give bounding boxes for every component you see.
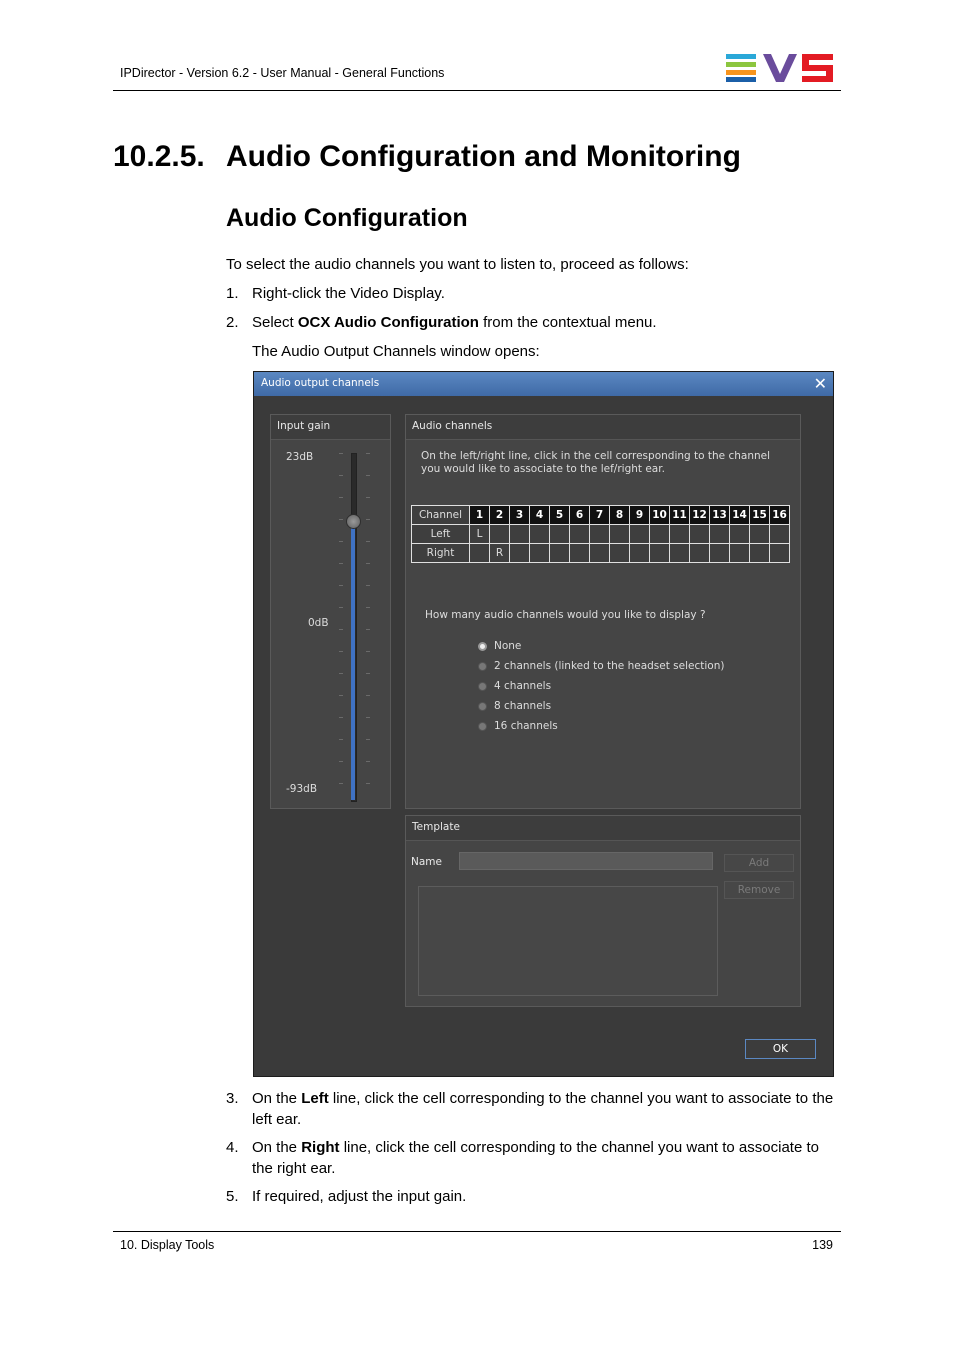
slider-tick (366, 475, 370, 476)
slider-tick (339, 585, 343, 586)
channel-header: 11 (670, 506, 690, 525)
left-cell[interactable] (650, 525, 670, 544)
footer-rule (113, 1231, 841, 1232)
slider-tick (339, 629, 343, 630)
slider-tick (366, 695, 370, 696)
row-label-left: Left (412, 525, 470, 544)
template-name-label: Name (411, 856, 442, 868)
slider-tick (366, 739, 370, 740)
channel-header: 9 (630, 506, 650, 525)
left-cell[interactable] (730, 525, 750, 544)
input-gain-title: Input gain (277, 420, 331, 432)
header-rule (113, 90, 841, 91)
template-list[interactable] (418, 886, 718, 996)
slider-tick (366, 607, 370, 608)
channel-count-question: How many audio channels would you like to display ? (425, 609, 706, 621)
channel-header: 16 (770, 506, 790, 525)
gain-slider-handle[interactable] (346, 514, 361, 529)
slider-tick (339, 739, 343, 740)
slider-tick (339, 761, 343, 762)
left-cell[interactable] (770, 525, 790, 544)
left-cell[interactable]: L (470, 525, 490, 544)
slider-tick (366, 563, 370, 564)
slider-tick (366, 651, 370, 652)
step-5: 5. If required, adjust the input gain. (226, 1188, 467, 1205)
right-cell[interactable] (710, 544, 730, 563)
right-cell[interactable] (530, 544, 550, 563)
slider-tick (366, 761, 370, 762)
slider-tick (339, 453, 343, 454)
radio-dot (478, 702, 487, 711)
slider-tick (366, 497, 370, 498)
slider-tick (339, 475, 343, 476)
template-title: Template (412, 821, 460, 833)
slider-tick (366, 453, 370, 454)
channel-header: 14 (730, 506, 750, 525)
channel-header: 8 (610, 506, 630, 525)
evs-logo (726, 54, 834, 82)
left-cell[interactable] (570, 525, 590, 544)
step-2: 2. Select OCX Audio Configuration from the contextual menu. (226, 314, 657, 331)
right-cell[interactable]: R (490, 544, 510, 563)
radio-dot (478, 662, 487, 671)
slider-tick (339, 519, 343, 520)
radio-dot (478, 722, 487, 731)
channel-header: 13 (710, 506, 730, 525)
section-number: 10.2.5. (113, 140, 205, 173)
left-cell[interactable] (590, 525, 610, 544)
slider-tick (339, 497, 343, 498)
left-cell[interactable] (710, 525, 730, 544)
radio-4-channels[interactable]: 4 channels (478, 680, 551, 694)
left-cell[interactable] (690, 525, 710, 544)
right-cell[interactable] (610, 544, 630, 563)
slider-tick (339, 783, 343, 784)
left-cell[interactable] (510, 525, 530, 544)
audio-channels-panel (405, 414, 801, 809)
right-cell[interactable] (750, 544, 770, 563)
right-cell[interactable] (630, 544, 650, 563)
slider-tick (339, 673, 343, 674)
channel-header: 2 (490, 506, 510, 525)
slider-tick (339, 563, 343, 564)
slider-tick (366, 673, 370, 674)
radio-2-channels[interactable]: 2 channels (linked to the headset selection) (478, 660, 724, 674)
gain-mid-label: 0dB (308, 617, 329, 629)
right-cell[interactable] (670, 544, 690, 563)
input-gain-panel (270, 414, 391, 809)
footer-chapter: 10. Display Tools (120, 1238, 215, 1252)
audio-channels-title: Audio channels (412, 420, 493, 432)
radio-dot (478, 682, 487, 691)
channel-header: 4 (530, 506, 550, 525)
channel-header: 5 (550, 506, 570, 525)
audio-channels-description: On the left/right line, click in the cell corresponding to the channel you would like to associate to the lef/right ear. (421, 450, 771, 475)
channel-header: 10 (650, 506, 670, 525)
section-title: Audio Configuration and Monitoring (226, 140, 741, 173)
channel-header: 3 (510, 506, 530, 525)
right-cell[interactable] (570, 544, 590, 563)
radio-8-channels[interactable]: 8 channels (478, 700, 551, 714)
right-cell[interactable] (690, 544, 710, 563)
left-cell[interactable] (610, 525, 630, 544)
gain-min-label: -93dB (286, 783, 318, 795)
slider-tick (366, 585, 370, 586)
right-cell[interactable] (730, 544, 750, 563)
dialog-title: Audio output channels (261, 377, 380, 389)
channel-header: 12 (690, 506, 710, 525)
step-3: 3. On the Left line, click the cell corresponding to the channel you want to associate to the left ear. (226, 1090, 834, 1128)
gain-max-label: 23dB (286, 451, 314, 463)
left-cell[interactable] (530, 525, 550, 544)
step-4: 4. On the Right line, click the cell corresponding to the channel you want to associate to the right ear. (226, 1139, 819, 1177)
page-number: 139 (812, 1238, 833, 1252)
running-header: IPDirector - Version 6.2 - User Manual - General Functions (120, 66, 445, 80)
channel-table (411, 505, 790, 563)
left-cell[interactable] (490, 525, 510, 544)
slider-tick (339, 651, 343, 652)
intro-text: To select the audio channels you want to listen to, proceed as follows: (226, 256, 689, 273)
subsection-heading: Audio Configuration (226, 204, 468, 232)
channel-header: 1 (470, 506, 490, 525)
slider-tick (339, 695, 343, 696)
template-name-input[interactable] (459, 852, 713, 870)
slider-tick (366, 519, 370, 520)
slider-tick (339, 607, 343, 608)
right-cell[interactable] (770, 544, 790, 563)
radio-16-channels[interactable]: 16 channels (478, 720, 558, 734)
radio-none[interactable]: None (478, 640, 521, 654)
step-1: 1. Right-click the Video Display. (226, 285, 445, 302)
row-label-right: Right (412, 544, 470, 563)
slider-tick (366, 541, 370, 542)
row-label-channel: Channel (412, 506, 470, 525)
left-cell[interactable] (750, 525, 770, 544)
close-icon[interactable]: ✕ (813, 374, 827, 393)
left-cell[interactable] (670, 525, 690, 544)
right-cell[interactable] (510, 544, 530, 563)
radio-dot (478, 642, 487, 651)
right-cell[interactable] (650, 544, 670, 563)
slider-tick (339, 717, 343, 718)
left-cell[interactable] (630, 525, 650, 544)
gain-slider-fill (351, 520, 355, 800)
audio-output-channels-dialog (253, 371, 834, 1077)
template-panel (405, 815, 801, 1007)
section-heading (113, 140, 741, 174)
channel-header: 7 (590, 506, 610, 525)
right-cell[interactable] (470, 544, 490, 563)
channel-header: 6 (570, 506, 590, 525)
remove-button[interactable]: Remove (724, 881, 794, 899)
slider-tick (366, 783, 370, 784)
right-cell[interactable] (590, 544, 610, 563)
slider-tick (366, 717, 370, 718)
right-cell[interactable] (550, 544, 570, 563)
add-button[interactable]: Add (724, 854, 794, 872)
ok-button[interactable]: OK (745, 1039, 816, 1059)
channel-header: 15 (750, 506, 770, 525)
window-opens-text: The Audio Output Channels window opens: (252, 343, 540, 360)
dialog-titlebar (254, 372, 833, 396)
left-cell[interactable] (550, 525, 570, 544)
slider-tick (339, 541, 343, 542)
slider-tick (366, 629, 370, 630)
